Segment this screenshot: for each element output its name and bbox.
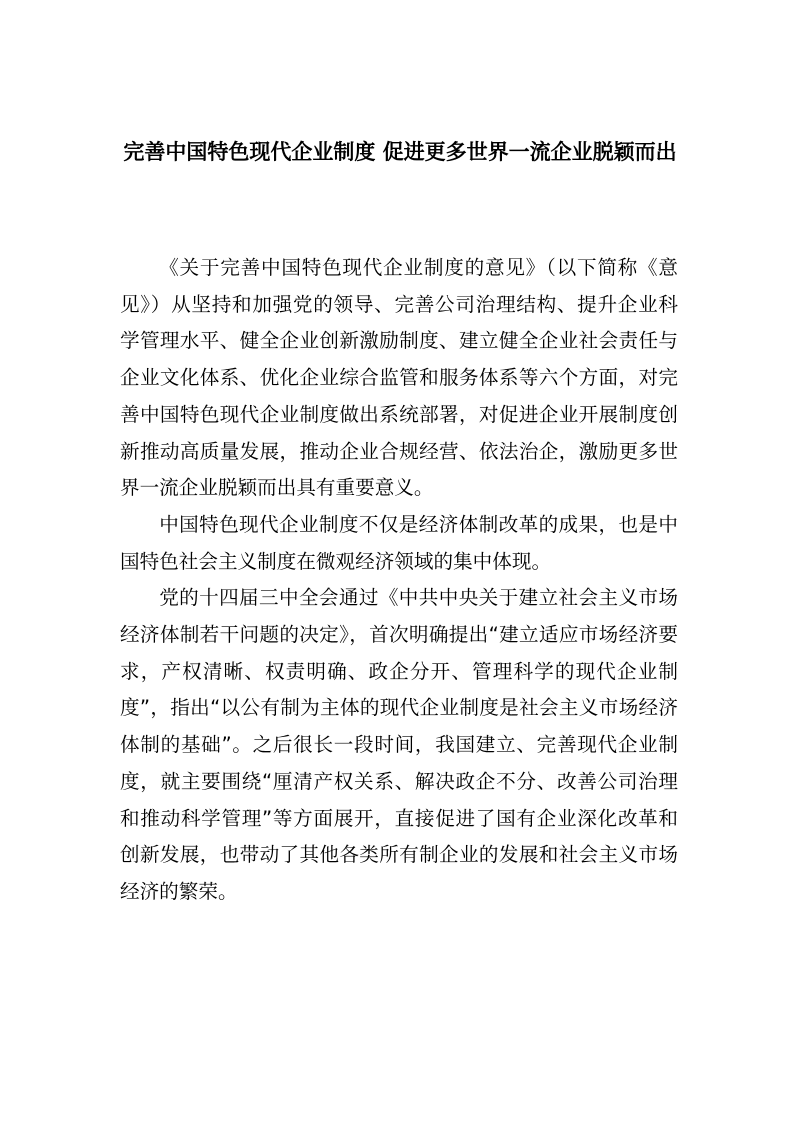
document-body [120, 250, 678, 911]
document-title: 完善中国特色现代企业制度 促进更多世界一流企业脱颖而出 [123, 140, 677, 164]
paragraph-1: 《关于完善中国特色现代企业制度的意见》（以下简称《意见》）从坚持和加强党的领导、完善公司治理结构、提升企业科学管理水平、健全企业创新激励制度、建立健全企业社会责任与企业文化体系、优化企业综合监管和服务体系等六个方面，对完善中国特色现代企业制度做出系统部署，对促进企业开展制度创新推动高质量发展，推动企业合规经营、依法治企，激励更多世界一流企业脱颖而出具有重要意义。 [120, 256, 678, 500]
paragraph-3: 党的十四届三中全会通过《中共中央关于建立社会主义市场经济体制若干问题的决定》，首次明确提出“建立适应市场经济要求，产权清晰、权责明确、政企分开、管理科学的现代企业制度”，指出“以公有制为主体的现代企业制度是社会主义市场经济体制的基础”。之后很长一段时间，我国建立、完善现代企业制度，就主要围绕“厘清产权关系、解决政企不分、改善公司治理和推动科学管理”等方面展开，直接促进了国有企业深化改革和创新发展，也带动了其他各类所有制企业的发展和社会主义市场经济的繁荣。 [120, 586, 678, 903]
paragraph-2: 中国特色现代企业制度不仅是经济体制改革的成果，也是中国特色社会主义制度在微观经济领域的集中体现。 [120, 512, 678, 573]
